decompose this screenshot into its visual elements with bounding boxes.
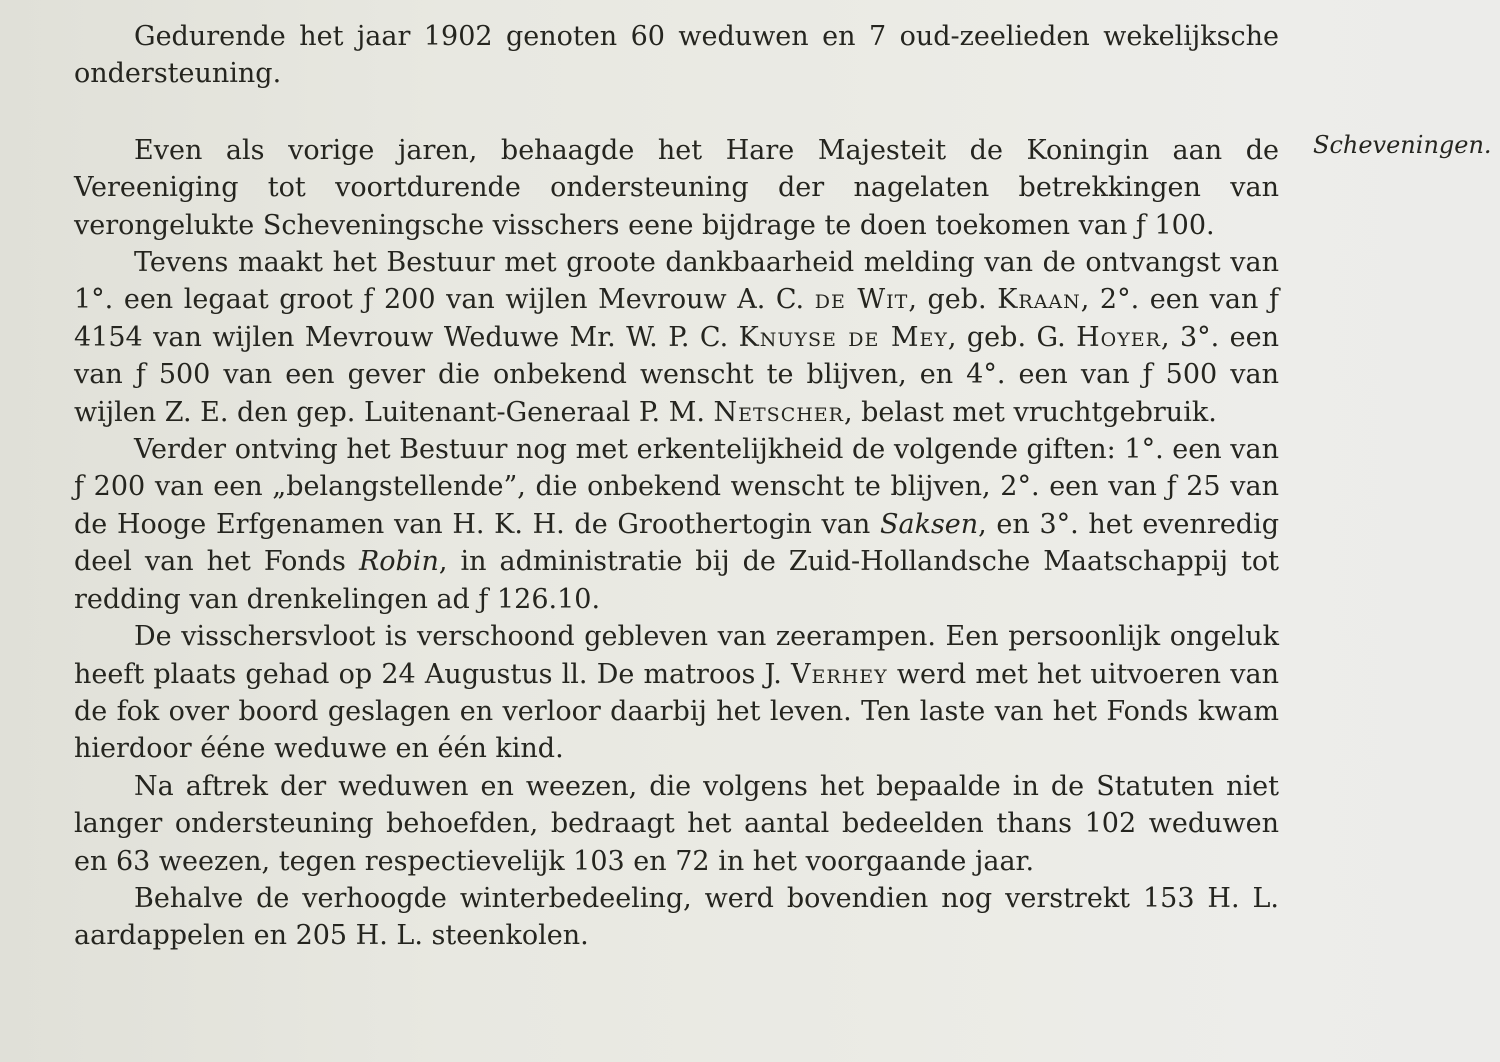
paragraph-winter-relief: Behalve de verhoogde winterbedeeling, werd bovendien nog verstrekt 153 H. L. aardappelen en 205 H. L. steenkolen. (74, 882, 1279, 952)
text-span: , en 3°. het evenredig deel van het Fonds (74, 508, 1280, 578)
italic-name: Robin (358, 546, 439, 578)
text-span: , geb. (908, 284, 998, 316)
text-span: , geb. G. (947, 321, 1077, 353)
paragraph-beneficiaries: Na aftrek der weduwen en weezen, die volgens het bepaalde in de Statuten niet langer ondersteuning behoefden, bedraagt het aantal bedeelden thans 102 weduwen en 63 weezen, tegen respectievelijk 103 en 72 in het voorgaande jaar. (74, 770, 1279, 877)
person-name: de Wit (814, 284, 909, 316)
paragraph-gap (74, 93, 1279, 132)
italic-name: Saksen (879, 508, 979, 540)
person-name: Verhey (791, 658, 888, 690)
paragraph-gifts (74, 431, 1279, 618)
paragraph-legacies (74, 244, 1279, 431)
text-span: , in administratie bij de Zuid-Hollandsche Maatschappij tot redding van drenkelingen ad ƒ 126.10. (74, 546, 1279, 615)
text-span: De visschersvloot is verschoond gebleven van zeerampen. Een persoonlijk ongeluk heeft plaats gehad op 24 Augustus ll. De matroos J. (74, 621, 1279, 690)
paragraph-fishing-fleet (74, 618, 1279, 768)
paragraph-queen-donation: Even als vorige jaren, behaagde het Hare Majesteit de Koningin aan de Vereeniging tot voortdurende ondersteuning der nagelaten betrekkingen van verongelukte Scheveningsche visschers eene bijdrage te doen toekomen van ƒ 100. (74, 134, 1279, 241)
text-span: , belast met vruchtgebruik. (843, 396, 1217, 428)
person-name: Hoyer (1076, 321, 1161, 353)
text-span: Tevens maakt het Bestuur met groote dankbaarheid melding van de ontvangst van 1°. een legaat groot ƒ 200 van wijlen Mevrouw A. C. (74, 247, 1279, 316)
text-span: , 2°. een van ƒ 4154 van wijlen Mevrouw Weduwe Mr. W. P. C. (74, 284, 1279, 353)
person-name: Kraan (997, 284, 1081, 316)
text-span: Verder ontving het Bestuur nog met erkentelijkheid de volgende giften: 1°. een van ƒ 200 van een „belangstellende”, die onbekend wenscht te blijven, 2°. een van ƒ 25 van de Hooge Erfgenamen van H. K. H. de Groothertogin van (74, 434, 1279, 540)
paragraph-weekly-support: Gedurende het jaar 1902 genoten 60 weduwen en 7 oud-zeelieden wekelijksche ondersteuning. (74, 21, 1279, 90)
text-span: , 3°. een van ƒ 500 van een gever die onbekend wenscht te blijven, en 4°. een van ƒ 500 van wijlen Z. E. den gep. Luitenant-Generaal P. M. (74, 321, 1279, 428)
text-span: werd met het uitvoeren van de fok over boord geslagen en verloor daarbij het leven. Ten laste van het Fonds kwam hierdoor ééne weduwe en één kind. (74, 658, 1279, 765)
person-name: Netscher (713, 396, 844, 428)
person-name: Knuyse de Mey (738, 321, 948, 353)
margin-note: Scheveningen. (1313, 131, 1492, 159)
body-text (74, 18, 1279, 955)
